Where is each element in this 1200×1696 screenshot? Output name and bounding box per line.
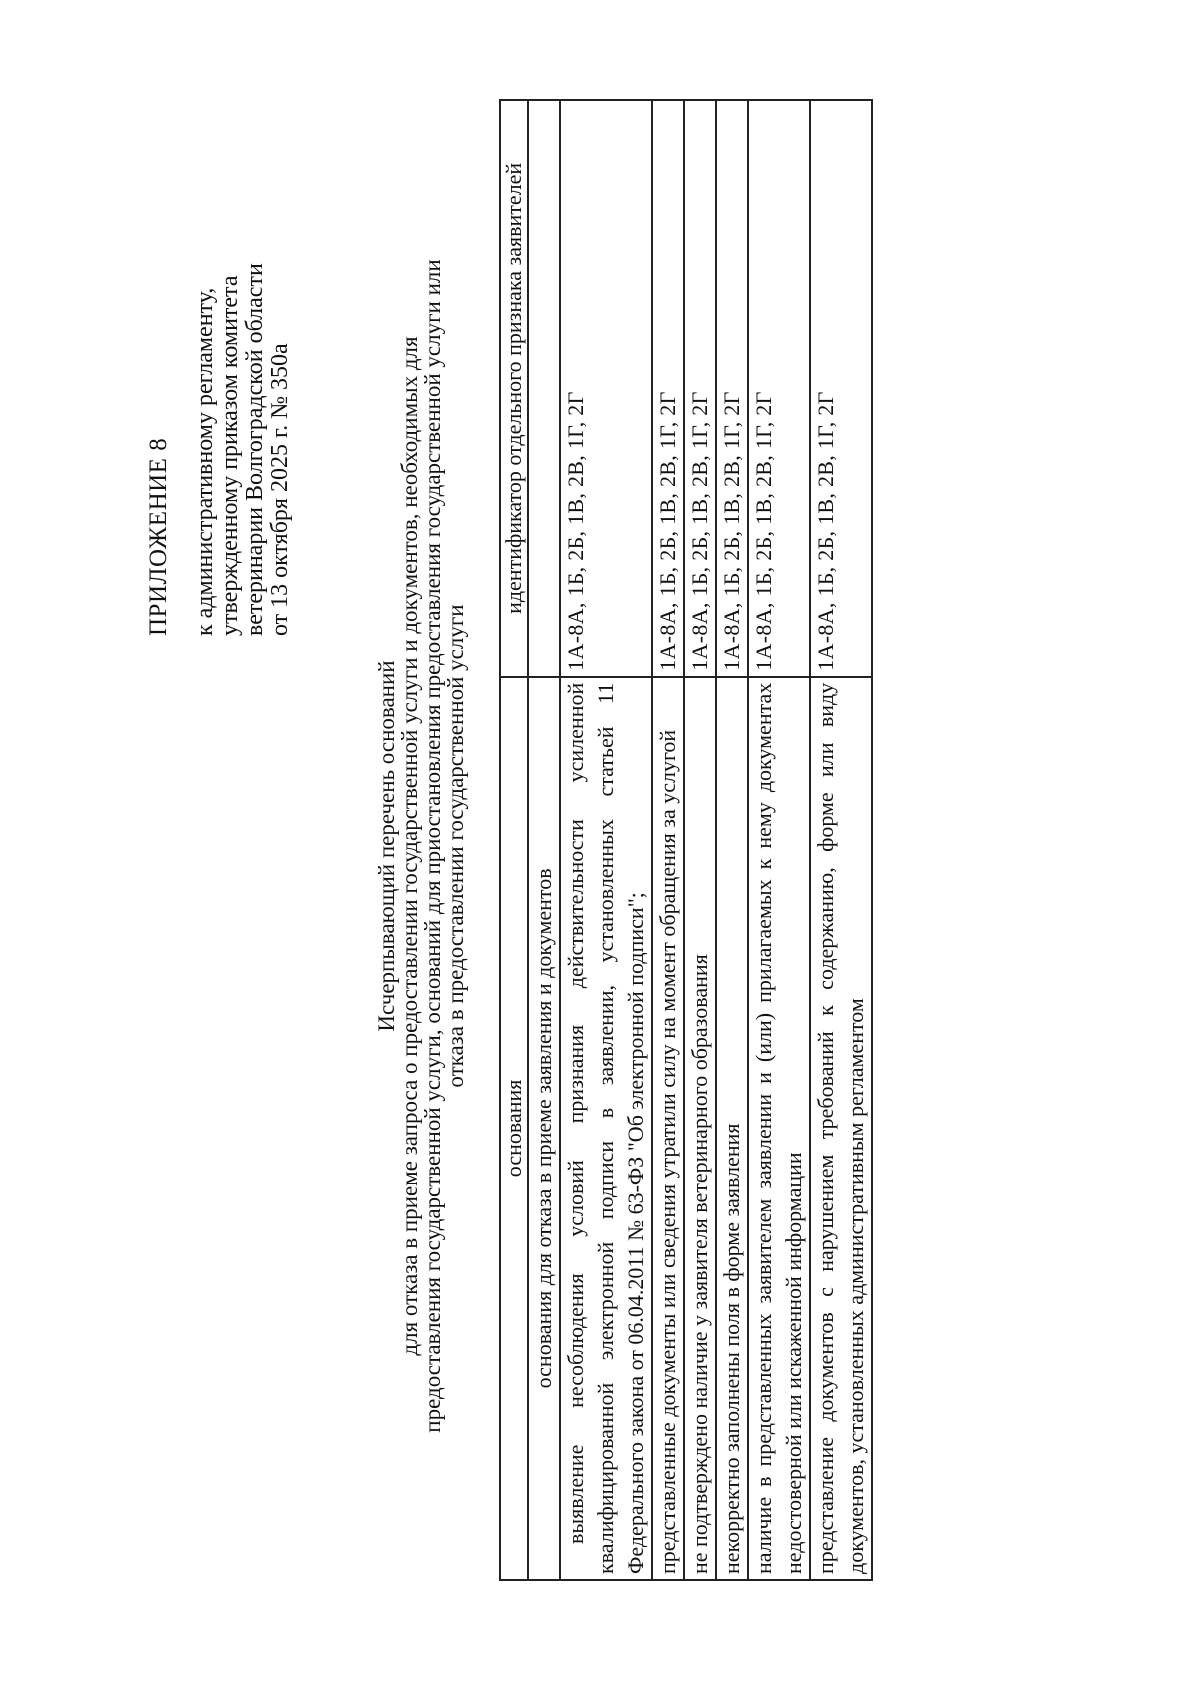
annex-line: ветеринарии Волгоградской области [242, 263, 268, 636]
table-row [560, 100, 652, 1580]
annex-title: ПРИЛОЖЕНИЕ 8 [145, 437, 172, 636]
heading-line: предоставления государственной услуги, оснований для приостановления предоставления государственной услуги или [420, 259, 445, 1433]
basis-cell: не подтверждено наличие у заявителя ветеринарного образования [684, 677, 716, 1580]
basis-cell: представленные документы или сведения утратили силу на момент обращения за услугой [652, 677, 684, 1580]
table-row [684, 100, 716, 1580]
table-row [810, 100, 872, 1580]
grounds-table [499, 99, 873, 1581]
identifier-cell: 1А-8А, 1Б, 2Б, 1В, 2В, 1Г, 2Г [716, 100, 748, 677]
identifier-cell: 1А-8А, 1Б, 2Б, 1В, 2В, 1Г, 2Г [810, 100, 872, 677]
table-header-row [500, 100, 528, 1580]
annex-approval-block [193, 263, 293, 636]
document-heading [375, 196, 467, 1496]
annex-line: утвержденному приказом комитета [217, 275, 243, 636]
heading-line: отказа в предоставлении государственной услуги [443, 604, 468, 1088]
heading-line: для отказа в приеме запроса о предоставлении государственной услуги и документов, необходимых для [397, 336, 422, 1356]
basis-cell: выявление несоблюдения условий признания действительности усиленной квалифицированной электронной подписи в заявлении, установленных статьей 11 Федерального закона от 06.04.2011 № 63-ФЗ "Об электронной подписи"; [560, 677, 652, 1580]
identifier-cell: 1А-8А, 1Б, 2Б, 1В, 2В, 1Г, 2Г [560, 100, 652, 677]
section-title: основания для отказа в приеме заявления и документов [528, 677, 560, 1580]
annex-line: от 13 октября 2025 г. № 350а [267, 343, 293, 636]
table-row [748, 100, 810, 1580]
basis-cell: представление документов с нарушением требований к содержанию, форме или виду документов, установленных административным регламентом [810, 677, 872, 1580]
table-row [716, 100, 748, 1580]
annex-line: к административному регламенту, [192, 287, 218, 636]
identifier-cell: 1А-8А, 1Б, 2Б, 1В, 2В, 1Г, 2Г [684, 100, 716, 677]
identifier-cell: 1А-8А, 1Б, 2Б, 1В, 2В, 1Г, 2Г [748, 100, 810, 677]
header-identifier: идентификатор отдельного признака заявителей [500, 100, 528, 677]
table-row [652, 100, 684, 1580]
section-row [528, 100, 560, 1580]
section-empty-cell [528, 100, 560, 677]
header-basis: основания [500, 677, 528, 1580]
heading-line: Исчерпывающий перечень оснований [374, 660, 399, 1032]
identifier-cell: 1А-8А, 1Б, 2Б, 1В, 2В, 1Г, 2Г [652, 100, 684, 677]
basis-cell: некорректно заполнены поля в форме заявления [716, 677, 748, 1580]
basis-cell: наличие в представленных заявителем заявлении и (или) прилагаемых к нему документах недостоверной или искаженной информации [748, 677, 810, 1580]
